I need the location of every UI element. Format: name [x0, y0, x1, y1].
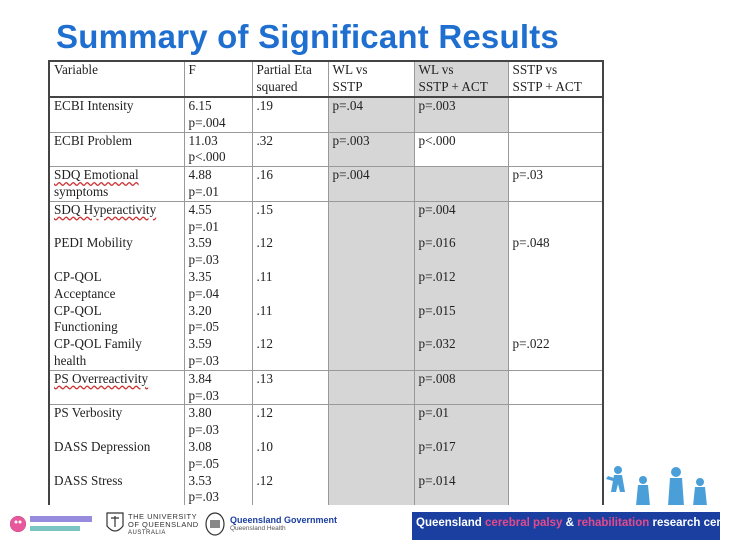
wl-act-cell: [414, 167, 508, 202]
variable-cell: [49, 370, 184, 405]
wl-act-value: p=.003: [418, 98, 456, 113]
sstp-act-cell: [508, 269, 603, 303]
sstp-act-cell: [508, 405, 603, 439]
wl-act-value: p=.008: [418, 370, 456, 386]
f-p-value: p=.01: [188, 218, 220, 234]
variable-cell: [49, 303, 184, 337]
f-p-value: p=.05: [188, 319, 220, 335]
eta-value: .12: [256, 336, 273, 352]
wl-act-cell: [414, 303, 508, 337]
sstp-act-value: p=.022: [512, 336, 550, 352]
wl-sstp-value: p=.04: [332, 98, 364, 113]
wl-act-cell: [414, 405, 508, 439]
f-p-value: p=.04: [188, 285, 220, 301]
table-row: [49, 167, 603, 202]
eta-cell: [252, 439, 328, 473]
results-table: [48, 60, 604, 508]
variable-cell: [49, 167, 184, 202]
eta-cell: [252, 97, 328, 132]
variable-line: Acceptance: [54, 285, 116, 301]
variable-cell: [49, 336, 184, 370]
eta-cell: [252, 167, 328, 202]
table-row: [49, 473, 603, 508]
eta-cell: [252, 235, 328, 269]
qg-sub: Queensland Health: [230, 525, 286, 532]
f-p-value: p=.05: [188, 455, 220, 471]
eta-value: .13: [256, 370, 273, 386]
wl-act-cell: [414, 97, 508, 132]
variable-line: PS Verbosity: [54, 405, 123, 421]
wl-sstp-cell: [328, 201, 414, 235]
wl-sstp-value: p=.004: [332, 167, 370, 183]
wl-sstp-cell: [328, 303, 414, 337]
f-p-value: p=.03: [188, 489, 220, 505]
variable-line: ECBI Problem: [54, 132, 133, 148]
wl-act-cell: [414, 132, 508, 167]
f-cell: [184, 235, 252, 269]
wl-act-value: p=.015: [418, 302, 456, 318]
uq-crest-icon: [106, 512, 124, 536]
queensland-government-logo: [204, 512, 338, 538]
eta-cell: [252, 303, 328, 337]
header-line: SSTP: [332, 78, 363, 94]
wl-sstp-cell: [328, 97, 414, 132]
header-cell: [508, 61, 603, 97]
f-value: 3.53: [188, 472, 212, 488]
f-p-value: p=.004: [188, 114, 226, 130]
variable-cell: [49, 201, 184, 235]
f-p-value: p=.01: [188, 183, 220, 199]
wl-act-cell: [414, 439, 508, 473]
wl-act-value: p=.017: [418, 438, 456, 454]
variable-line: PEDI Mobility: [54, 235, 133, 251]
slide-title: Summary of Significant Results: [56, 18, 559, 55]
wl-sstp-value: p=.003: [332, 132, 370, 148]
header-line: SSTP + ACT: [512, 78, 582, 94]
eta-value: .10: [256, 438, 273, 454]
header-line: SSTP + ACT: [418, 78, 488, 94]
variable-cell: [49, 473, 184, 508]
eta-cell: [252, 370, 328, 405]
variable-cell: [49, 235, 184, 269]
header-cell: [184, 61, 252, 97]
variable-cell: [49, 405, 184, 439]
f-value: 6.15: [188, 98, 212, 113]
wl-act-cell: [414, 201, 508, 235]
f-value: 3.59: [188, 235, 212, 251]
variable-line: symptoms: [54, 183, 109, 199]
wl-act-value: p=.01: [418, 405, 450, 421]
wl-sstp-cell: [328, 269, 414, 303]
footer-text-part5: research centre: [649, 517, 738, 529]
header-line: WL vs: [332, 62, 368, 77]
eta-value: .12: [256, 472, 273, 488]
table-row: [49, 201, 603, 235]
research-centre-name: [416, 517, 738, 529]
header-cell: [414, 61, 508, 97]
header-cell: [252, 61, 328, 97]
table-row: [49, 235, 603, 269]
royal-childrens-logo-icon: [6, 512, 96, 538]
wl-act-value: p=.014: [418, 472, 456, 488]
header-line: WL vs: [418, 62, 454, 77]
sstp-act-cell: [508, 235, 603, 269]
qg-title: Queensland Government: [230, 515, 338, 525]
sstp-act-cell: [508, 132, 603, 167]
f-cell: [184, 167, 252, 202]
eta-value: .12: [256, 405, 273, 421]
variable-line: CP-QOL Family: [54, 336, 142, 352]
f-p-value: p=.03: [188, 252, 220, 268]
table-row: [49, 269, 603, 303]
variable-line: DASS Depression: [54, 438, 151, 454]
f-value: 3.20: [188, 302, 212, 318]
wl-sstp-cell: [328, 235, 414, 269]
eta-value: .15: [256, 201, 273, 217]
footer-text-part2: cerebral palsy: [485, 517, 563, 529]
f-cell: [184, 303, 252, 337]
wl-sstp-cell: [328, 167, 414, 202]
variable-line: SDQ Emotional: [54, 167, 139, 183]
variable-line: PS Overreactivity: [54, 370, 149, 386]
sstp-act-cell: [508, 370, 603, 405]
sstp-act-cell: [508, 473, 603, 508]
header-line: SSTP vs: [512, 62, 558, 77]
f-cell: [184, 370, 252, 405]
eta-cell: [252, 473, 328, 508]
header-cell: [328, 61, 414, 97]
university-of-queensland-logo: [106, 512, 202, 538]
f-cell: [184, 201, 252, 235]
header-line: Variable: [54, 62, 98, 77]
wl-sstp-cell: [328, 405, 414, 439]
footer-text-part3: &: [562, 517, 578, 529]
f-cell: [184, 473, 252, 508]
wl-act-cell: [414, 269, 508, 303]
eta-value: .19: [256, 98, 273, 113]
variable-line: DASS Stress: [54, 472, 123, 488]
f-cell: [184, 132, 252, 167]
eta-value: .12: [256, 235, 273, 251]
f-cell: [184, 97, 252, 132]
table-row: [49, 439, 603, 473]
f-value: 3.84: [188, 370, 212, 386]
table-row: [49, 132, 603, 167]
f-p-value: p=.03: [188, 387, 220, 403]
sstp-act-cell: [508, 336, 603, 370]
variable-line: CP-QOL: [54, 268, 102, 284]
sstp-act-cell: [508, 303, 603, 337]
f-value: 3.80: [188, 405, 212, 421]
variable-cell: [49, 269, 184, 303]
variable-line: SDQ Hyperactivity: [54, 201, 157, 217]
eta-value: .32: [256, 132, 273, 148]
header-line: F: [188, 62, 196, 77]
variable-line: health: [54, 352, 87, 368]
qld-coat-of-arms-icon: [204, 512, 226, 536]
sstp-act-cell: [508, 167, 603, 202]
wl-act-cell: [414, 473, 508, 508]
variable-cell: [49, 132, 184, 167]
table-row: [49, 405, 603, 439]
f-cell: [184, 269, 252, 303]
sstp-act-cell: [508, 201, 603, 235]
eta-cell: [252, 269, 328, 303]
header-line: squared: [256, 78, 298, 94]
f-p-value: p=.03: [188, 352, 220, 368]
header-cell: [49, 61, 184, 97]
wl-act-cell: [414, 336, 508, 370]
footer-text-part1: Queensland: [416, 517, 486, 529]
wl-act-value: p<.000: [418, 132, 456, 148]
wl-sstp-cell: [328, 132, 414, 167]
eta-cell: [252, 405, 328, 439]
table-header-row: [49, 61, 603, 97]
eta-cell: [252, 336, 328, 370]
f-value: 3.59: [188, 336, 212, 352]
results-table-wrapper: [48, 60, 602, 504]
variable-line: Functioning: [54, 319, 118, 335]
table-row: [49, 370, 603, 405]
f-value: 4.88: [188, 167, 212, 183]
variable-line: ECBI Intensity: [54, 98, 134, 113]
footer-text-part4: rehabilitation: [577, 517, 650, 529]
sstp-act-cell: [508, 439, 603, 473]
table-row: [49, 303, 603, 337]
wl-act-cell: [414, 235, 508, 269]
sstp-act-value: p=.048: [512, 235, 550, 251]
f-cell: [184, 336, 252, 370]
table-row: [49, 336, 603, 370]
uq-line1: THE UNIVERSITY: [128, 512, 198, 521]
sstp-act-value: p=.03: [512, 167, 544, 183]
f-cell: [184, 439, 252, 473]
variable-line: CP-QOL: [54, 302, 102, 318]
f-value: 4.55: [188, 201, 212, 217]
wl-sstp-cell: [328, 336, 414, 370]
wl-act-value: p=.032: [418, 336, 456, 352]
f-p-value: p=.03: [188, 422, 220, 438]
uq-line2: OF QUEENSLAND: [128, 520, 199, 529]
table-row: [49, 97, 603, 132]
f-value: 11.03: [188, 132, 218, 148]
f-value: 3.08: [188, 438, 212, 454]
wl-act-value: p=.012: [418, 268, 456, 284]
wl-act-value: p=.016: [418, 235, 456, 251]
wl-sstp-cell: [328, 370, 414, 405]
uq-line3: AUSTRALIA: [128, 530, 166, 536]
header-line: Partial Eta: [256, 62, 312, 77]
wl-sstp-cell: [328, 439, 414, 473]
wl-sstp-cell: [328, 473, 414, 508]
eta-cell: [252, 201, 328, 235]
f-p-value: p<.000: [188, 149, 226, 165]
royal-childrens-foundation-logo: [6, 512, 96, 538]
eta-value: .16: [256, 167, 273, 183]
wl-act-value: p=.004: [418, 201, 456, 217]
sstp-act-cell: [508, 97, 603, 132]
eta-cell: [252, 132, 328, 167]
wl-act-cell: [414, 370, 508, 405]
variable-cell: [49, 97, 184, 132]
f-cell: [184, 405, 252, 439]
eta-value: .11: [256, 302, 273, 318]
eta-value: .11: [256, 268, 273, 284]
f-value: 3.35: [188, 268, 212, 284]
variable-cell: [49, 439, 184, 473]
